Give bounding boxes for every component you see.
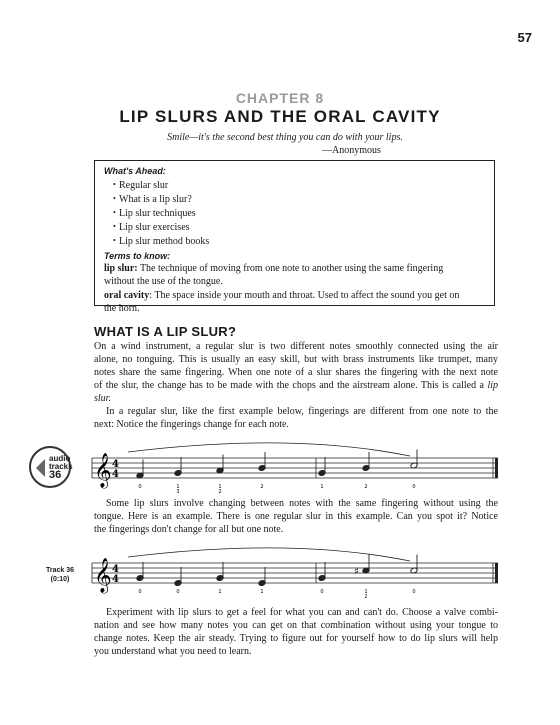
paragraph: [94, 340, 498, 431]
final-barline: [495, 458, 498, 478]
treble-clef-icon: 𝄞: [94, 558, 112, 593]
text-line: tongue. Here is an example. There is one regular slur in this example. Can you spot it? Notice: [94, 511, 498, 522]
section-heading: WHAT IS A LIP SLUR?: [94, 324, 237, 339]
bullet-icon: •: [113, 180, 116, 189]
treble-clef-icon: 𝄞: [94, 453, 112, 488]
fingering-number: 1: [176, 484, 180, 490]
bullet-icon: •: [113, 208, 116, 217]
note: [136, 460, 144, 491]
notes-group: [136, 450, 418, 496]
definition-line: the horn.: [104, 303, 140, 314]
music-staff-example-2: [90, 541, 500, 611]
text-line: change notes. Keep the air steady. Trying to figure out for yourself how to do lip slurs will help: [94, 633, 498, 644]
paragraph: [94, 497, 498, 536]
definition-line: [104, 290, 488, 303]
list-item: [113, 194, 192, 205]
slur-arc: [128, 548, 410, 561]
text-line: alone, no tonguing. This is usually an easy skill, but with brass instruments like trumpet, many: [94, 354, 498, 365]
definition-line: [104, 263, 488, 276]
text-line: [94, 392, 498, 405]
text-line: On a wind instrument, a regular slur is two different notes smoothly connected using the air: [94, 341, 498, 352]
time-signature: 4: [112, 574, 119, 585]
epigraph: Smile—it's the second best thing you can do with your lips.: [167, 132, 403, 143]
fingering-number: 1: [218, 484, 222, 490]
note: [410, 555, 418, 596]
terms-heading: Terms to know:: [104, 251, 171, 261]
text-line: notes share the same fingering. When one note of a slur shares the fingering with the next note: [94, 367, 498, 378]
list-item-label: Lip slur techniques: [119, 208, 196, 219]
fingering-number: 1: [260, 589, 264, 595]
fingering-number: 2: [364, 594, 368, 600]
list-item-label: What is a lip slur?: [119, 194, 192, 205]
time-signature: 4: [112, 469, 119, 480]
note: [216, 455, 224, 496]
badge-tracks-label: tracks: [49, 462, 73, 471]
note: [136, 562, 144, 595]
term: oral cavity: [104, 290, 150, 301]
definition-text: The technique of moving from one note to another using the same fingering: [139, 263, 444, 274]
list-item: [113, 180, 169, 191]
fingering-number: 2: [260, 484, 264, 490]
note: [318, 457, 326, 490]
text-line: In a regular slur, like the first example below, fingerings are different from one note to the: [106, 406, 498, 417]
fingering-number: 0: [138, 589, 142, 595]
epigraph-attribution: —Anonymous: [322, 145, 381, 156]
fingering-number: 0: [138, 484, 142, 490]
fingering-number: 1: [320, 484, 324, 490]
chapter-title: LIP SLURS AND THE ORAL CAVITY: [119, 107, 441, 126]
fingering-number: 1: [364, 589, 368, 595]
emphasis: lip: [487, 380, 498, 391]
final-barline: [495, 563, 498, 583]
sharp-icon: ♯: [354, 566, 359, 578]
text-line: Experiment with lip slurs to get a feel for what you can and can't do. Choose a valve combi-: [106, 607, 498, 618]
paragraph: [94, 606, 498, 658]
fingering-number: 2: [364, 484, 368, 490]
note: [216, 562, 224, 595]
track-number: Track 36: [46, 567, 75, 574]
speaker-icon: [36, 459, 45, 477]
chapter-label: CHAPTER 8: [235, 90, 325, 106]
note: [318, 562, 326, 595]
fingering-number: 0: [412, 589, 416, 595]
time-signature: 4: [112, 459, 119, 470]
notes-group: [136, 555, 418, 601]
page-number: 57: [517, 30, 532, 45]
note: [258, 567, 266, 595]
track-label: [46, 566, 74, 584]
term-definition-oral-cavity: [104, 290, 488, 316]
badge-track-number: 36: [49, 469, 62, 481]
bullet-icon: •: [113, 236, 116, 245]
emphasis: slur.: [94, 393, 111, 404]
audio-track-badge: [29, 446, 71, 488]
text-line: nation and see how many notes you can get on that combination without using your tongue to: [94, 620, 498, 631]
fingering-number: 2: [218, 489, 222, 495]
definition-line: without the use of the tongue.: [104, 276, 223, 287]
bullet-icon: •: [113, 222, 116, 231]
term: lip slur:: [104, 263, 138, 274]
fingering-number: 0: [176, 589, 180, 595]
fingering-number: 3: [176, 489, 180, 495]
badge-audio-label: audio: [49, 454, 71, 463]
list-item-label: Lip slur exercises: [119, 222, 190, 233]
text-line: next: Notice the fingerings change for each note.: [94, 419, 289, 430]
slur-arc: [128, 443, 410, 456]
term-definition-lip-slur: [104, 263, 488, 289]
bullet-icon: •: [113, 194, 116, 203]
text-run: of the slur, the change has to be made with the chops and the airstream alone. This is called a: [94, 380, 488, 391]
note: [174, 567, 182, 595]
fingering-number: 0: [412, 484, 416, 490]
fingering-number: 1: [218, 589, 222, 595]
list-item-label: Regular slur: [119, 180, 169, 191]
note: [410, 450, 418, 491]
definition-text: : The space inside your mouth and throat. Used to affect the sound you get on: [149, 290, 460, 301]
text-line: [94, 379, 498, 392]
note: [354, 555, 370, 601]
list-item-label: Lip slur method books: [119, 236, 210, 247]
list-item: [113, 236, 210, 247]
whats-ahead-heading: What's Ahead:: [104, 166, 166, 176]
music-staff-example-1: [90, 436, 500, 506]
text-line: you understand what you need to learn.: [94, 646, 252, 657]
list-item: [113, 208, 196, 219]
text-line: Some lip slurs involve changing between notes with the same fingering without using the: [106, 498, 498, 509]
text-line: the fingerings don't change for all but one note.: [94, 524, 284, 535]
track-time: (0:10): [50, 576, 70, 583]
time-signature: 4: [112, 564, 119, 575]
list-item: [113, 222, 190, 233]
fingering-number: 0: [320, 589, 324, 595]
